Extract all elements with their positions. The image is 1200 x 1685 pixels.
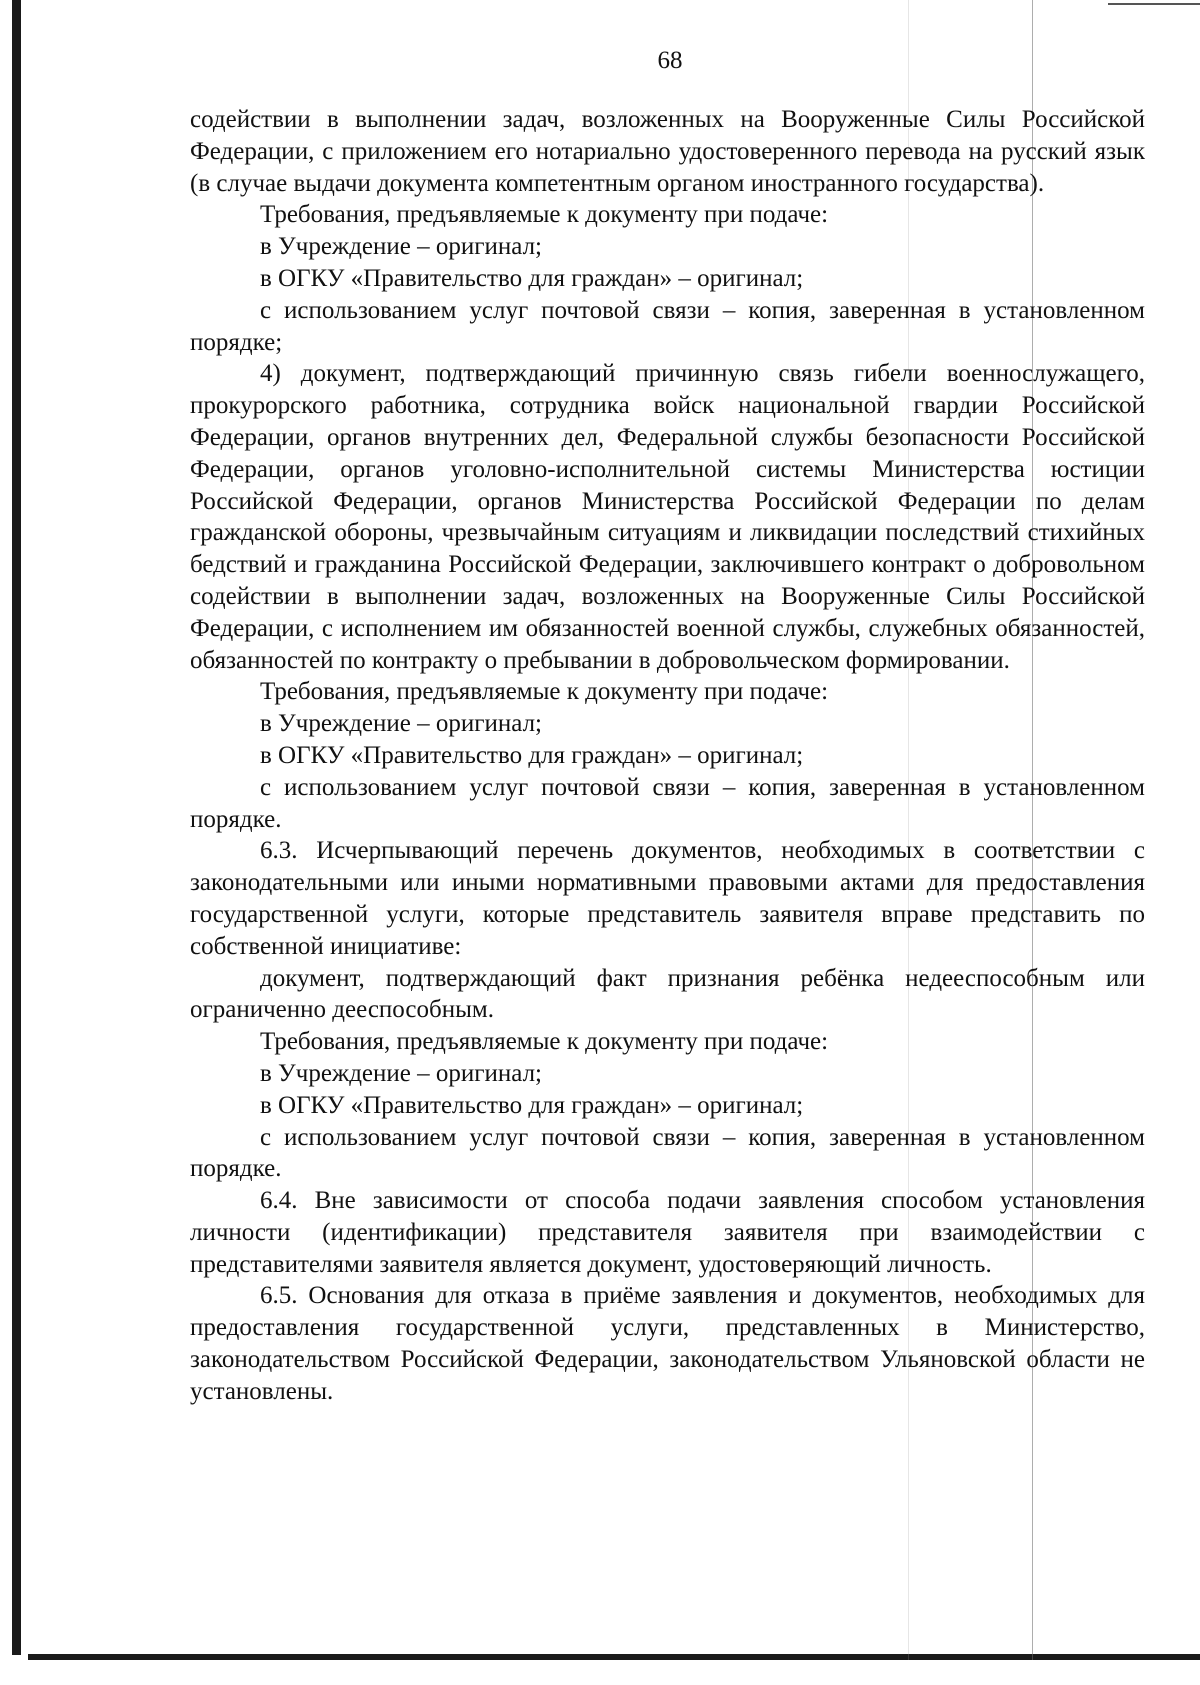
scan-left-border — [12, 0, 21, 1655]
paragraph: Требования, предъявляемые к документу при подаче: — [260, 678, 829, 706]
paragraph: 6.5. Основания для отказа в приёме заявления и документов, необходимых для предоставления государственной услуги, представленных в Министерство, законодательством Российской Федерации, законодательством Ульяновской области не установлены. — [190, 1282, 1145, 1405]
paragraph: в ОГКУ «Правительство для граждан» – оригинал; — [260, 1091, 804, 1119]
paragraph: 4) документ, подтверждающий причинную связь гибели военнослужащего, прокурорского работника, сотрудника войск национальной гвардии Российской Федерации, органов внутренних дел, Федеральной службы безопасности Российской Федерации, органов уголовно-исполнительной системы Министерства юстиции Российской Федерации, органов Министерства Российской Федерации по делам гражданской обороны, чрезвычайным ситуациям и ликвидации последствий стихийных бедствий и гражданина Российской Федерации, заключившего контракт о добровольном содействии в выполнении задач, возложенных на Вооруженные Силы Российской Федерации, с исполнением им обязанностей военной службы, служебных обязанностей, обязанностей по контракту о пребывании в добровольческом формировании. — [190, 360, 1145, 674]
paragraph: в Учреждение – оригинал; — [260, 710, 542, 738]
paragraph: содействии в выполнении задач, возложенных на Вооруженные Силы Российской Федерации, с приложением его нотариально удостоверенного перевода на русский язык (в случае выдачи документа компетентным органом иностранного государства). — [190, 106, 1145, 197]
paragraph: 6.3. Исчерпывающий перечень документов, необходимых в соответствии с законодательными или иными нормативными правовыми актами для предоставления государственной услуги, которые представитель заявителя вправе представить по собственной инициативе: — [190, 837, 1145, 960]
paragraph: в ОГКУ «Правительство для граждан» – оригинал; — [260, 264, 804, 292]
paragraph: в Учреждение – оригинал; — [260, 1059, 542, 1087]
paragraph: Требования, предъявляемые к документу при подаче: — [260, 1028, 829, 1056]
paragraph: Требования, предъявляемые к документу при подаче: — [260, 201, 829, 229]
scan-top-mark — [1108, 3, 1200, 5]
paragraph: в Учреждение – оригинал; — [260, 233, 542, 261]
page-number: 68 — [657, 47, 683, 74]
paragraph: с использованием услуг почтовой связи – копия, заверенная в установленном порядке. — [190, 773, 1145, 833]
paragraph: документ, подтверждающий факт признания ребёнка недееспособным или ограниченно дееспособным. — [190, 964, 1145, 1024]
paragraph: с использованием услуг почтовой связи – копия, заверенная в установленном порядке. — [190, 1123, 1145, 1183]
scan-bottom-border — [28, 1654, 1200, 1660]
paragraph: в ОГКУ «Правительство для граждан» – оригинал; — [260, 741, 804, 769]
paragraph: с использованием услуг почтовой связи – копия, заверенная в установленном порядке; — [190, 296, 1145, 356]
document-body — [190, 104, 1145, 1408]
paragraph: 6.4. Вне зависимости от способа подачи заявления способом установления личности (идентификации) представителя заявителя при взаимодействии с представителями заявителя является документ, удостоверяющий личность. — [190, 1187, 1145, 1278]
